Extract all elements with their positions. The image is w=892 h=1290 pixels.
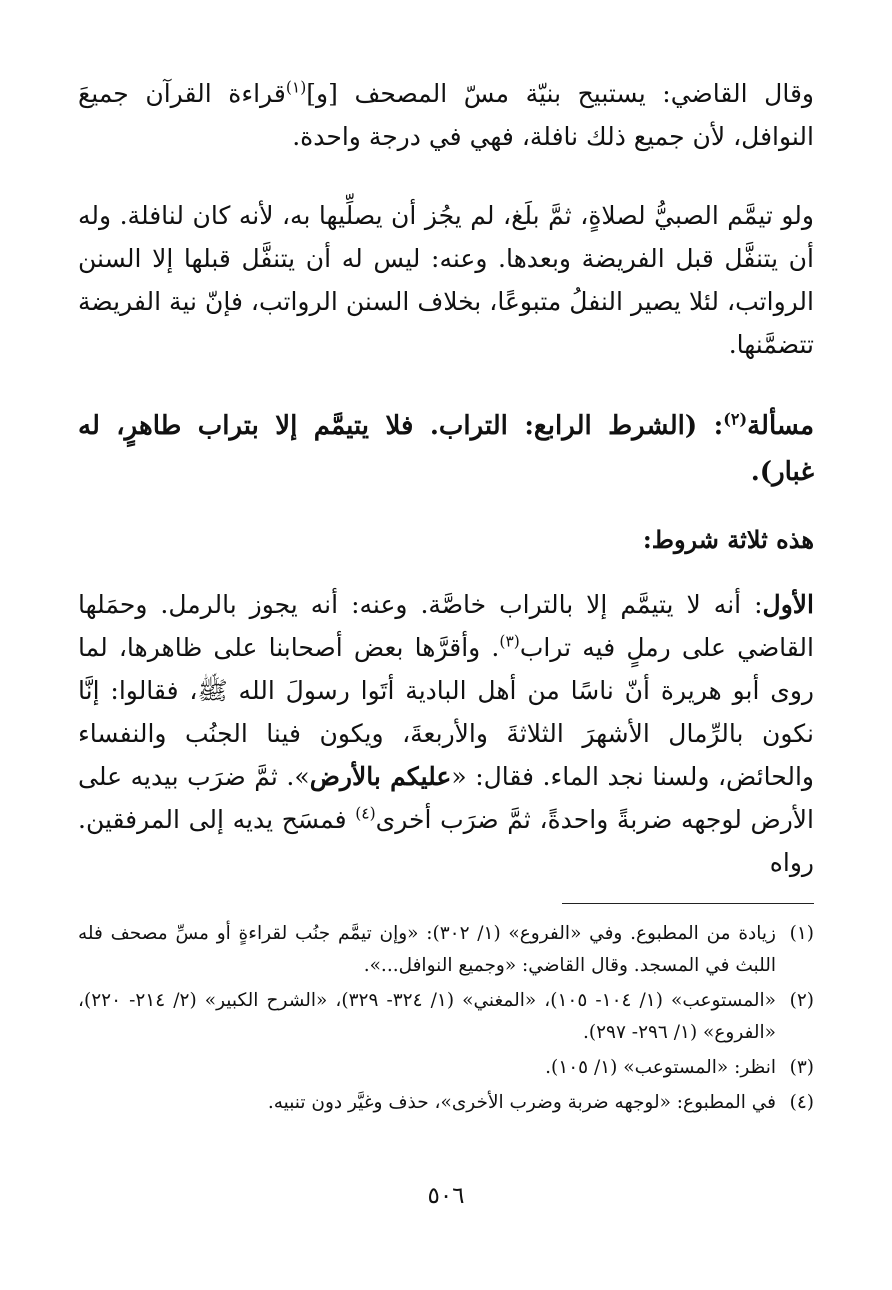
footnote-number: (١) xyxy=(789,923,814,944)
subheading-text: هذه ثلاثة شروط: xyxy=(642,525,814,554)
masala-paragraph xyxy=(78,403,814,495)
masala-text: : (الشرط الرابع: التراب. فلا يتيمَّم إلا بتراب طاهرٍ، له غبار). xyxy=(78,411,814,487)
paragraph-2 xyxy=(78,194,814,366)
footnote-text: زيادة من المطبوع. وفي «الفروع» (١/ ٣٠٢): «وإن تيمَّم جنُب لقراءةٍ أو مسِّ مصحف فله اللبث في المسجد. وقال القاضي: «وجميع النوافل...». xyxy=(78,923,776,976)
footnote-text: في المطبوع: «لوجهه ضربة وضرب الأخرى»، حذف وغيَّر دون تنبيه. xyxy=(267,1092,776,1113)
footnote-ref-1: (١) xyxy=(285,78,307,97)
first-condition-label: الأول xyxy=(762,590,814,619)
masala-label: مسألة xyxy=(747,411,814,441)
hadith-text: عليكم بالأرض xyxy=(309,762,452,791)
paragraph-3-text-b: . وأقرَّها بعض أصحابنا على ظاهرها، لما روى أبو هريرة أنّ ناسًا من أهل البادية أتَوا رسولَ الله ﷺ، فقالوا: إنَّا نكون بالرِّمال الأشهرَ الثلاثةَ والأربعةَ، ويكون فينا الجنُب والنفساء والحائض، ولسنا نجد الماء. فقال: « xyxy=(78,633,815,791)
footnote-2 xyxy=(78,985,814,1049)
footnote-ref-2: (٢) xyxy=(723,409,748,429)
footnote-ref-4: (٤) xyxy=(355,804,376,823)
paragraph-3-text-c: ». ثمَّ ضرَب بيديه على الأرض لوجهه ضربةً واحدةً، ثمَّ ضرَب أخرى xyxy=(78,762,815,834)
footnote-separator xyxy=(562,903,814,904)
paragraph-1-text-b: قراءة القرآن جميعَ النوافل، لأن جميع ذلك نافلة، فهي في درجة واحدة. xyxy=(78,79,814,151)
footnote-number: (٤) xyxy=(789,1092,814,1113)
paragraph-2-text: ولو تيمَّم الصبيُّ لصلاةٍ، ثمَّ بلَغ، لم يجُز أن يصلِّيها به، لأنه كان لنافلة. وله أن يتنفَّل قبل الفريضة وبعدها. وعنه: ليس له أن يتنفَّل قبلها إلا السنن الرواتب، لئلا يصير النفلُ متبوعًا، بخلاف السنن الرواتب، فإنّ نية الفريضة تتضمَّنها. xyxy=(78,201,814,359)
paragraph-3-text-d: فمسَح يديه إلى المرفقين. رواه xyxy=(78,805,814,877)
footnote-text: انظر: «المستوعب» (١/ ١٠٥). xyxy=(545,1057,776,1078)
subheading xyxy=(78,518,814,561)
footnote-number: (٢) xyxy=(789,990,814,1011)
paragraph-1-text-a: وقال القاضي: يستبيح بنيّة مسّ المصحف [و] xyxy=(306,79,814,108)
paragraph-3-text-a: : أنه لا يتيمَّم إلا بالتراب خاصَّة. وعنه: أنه يجوز بالرمل. وحمَلها القاضي على رملٍ فيه تراب xyxy=(78,590,814,662)
footnotes xyxy=(78,918,814,1122)
footnote-4 xyxy=(78,1087,814,1119)
paragraph-1 xyxy=(78,72,814,158)
paragraph-3 xyxy=(78,583,814,884)
footnote-ref-3: (٣) xyxy=(499,632,520,651)
footnote-number: (٣) xyxy=(789,1057,814,1078)
page-number: ٥٠٦ xyxy=(427,1183,465,1209)
footnote-text: «المستوعب» (١/ ١٠٤- ١٠٥)، «المغني» (١/ ٣٢٤- ٣٢٩)، «الشرح الكبير» (٢/ ٢١٤- ٢٢٠)، «الفروع» (١/ ٢٩٦- ٢٩٧). xyxy=(78,990,776,1043)
footnote-3 xyxy=(78,1052,814,1084)
footnote-1 xyxy=(78,918,814,982)
